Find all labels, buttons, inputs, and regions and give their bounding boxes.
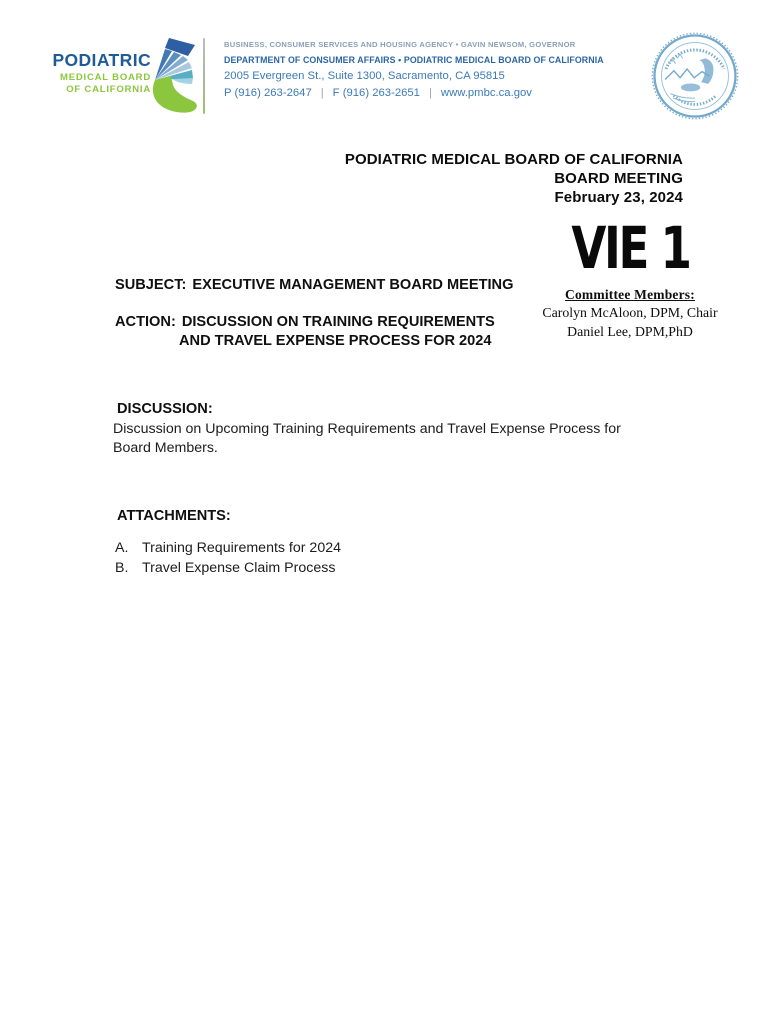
action-text-line2: AND TRAVEL EXPENSE PROCESS FOR 2024 xyxy=(179,332,492,349)
attachments-list xyxy=(115,539,341,578)
logo-subtitle-1: MEDICAL BOARD xyxy=(60,71,151,83)
contact-separator: | xyxy=(428,87,432,99)
subject-line xyxy=(115,277,513,293)
website-url: www.pmbc.ca.gov xyxy=(440,87,532,99)
attachments-heading: ATTACHMENTS: xyxy=(117,508,231,524)
meeting-title-line1: PODIATRIC MEDICAL BOARD OF CALIFORNIA xyxy=(344,151,683,168)
attachment-text: Travel Expense Claim Process xyxy=(142,559,336,576)
address-line: 2005 Evergreen St., Suite 1300, Sacramento, CA 95815 xyxy=(224,70,505,82)
attachment-text: Training Requirements for 2024 xyxy=(142,540,341,556)
department-line: DEPARTMENT OF CONSUMER AFFAIRS • PODIATRIC MEDICAL BOARD OF CALIFORNIA xyxy=(224,55,604,65)
contact-line xyxy=(224,87,644,99)
discussion-body xyxy=(113,420,673,457)
attachment-label: A. xyxy=(115,540,129,556)
meeting-date: February 23, 2024 xyxy=(554,189,683,206)
committee-members-block xyxy=(516,287,744,340)
discussion-heading: DISCUSSION: xyxy=(117,401,213,417)
agency-governor-line: BUSINESS, CONSUMER SERVICES AND HOUSING AGENCY • GAVIN NEWSOM, GOVERNOR xyxy=(224,40,576,49)
committee-member: Carolyn McAloon, DPM, Chair xyxy=(542,305,718,320)
agency-text-block xyxy=(224,40,644,99)
contact-separator: | xyxy=(320,87,324,99)
attachment-item xyxy=(115,539,341,559)
subject-label: SUBJECT: xyxy=(115,277,187,293)
discussion-text-line2: Board Members. xyxy=(113,439,218,456)
action-text-line1: DISCUSSION ON TRAINING REQUIREMENTS xyxy=(181,314,495,330)
california-state-seal-icon xyxy=(651,32,739,120)
agenda-item-stamp: VIE 1 xyxy=(571,214,690,282)
fax-number: F (916) 263-2651 xyxy=(332,87,420,99)
logo-subtitle-2: OF CALIFORNIA xyxy=(66,84,151,95)
meeting-title-line2: BOARD MEETING xyxy=(554,170,683,187)
board-logo xyxy=(50,52,151,95)
action-line1 xyxy=(115,313,495,332)
meeting-title-block xyxy=(345,150,683,207)
letterhead xyxy=(0,0,770,130)
header-divider xyxy=(203,38,205,114)
attachment-label: B. xyxy=(115,559,129,576)
discussion-text-line1: Discussion on Upcoming Training Requirements and Travel Expense Process for xyxy=(113,421,621,437)
phone-number: P (916) 263-2647 xyxy=(224,87,312,99)
committee-member: Daniel Lee, DPM,PhD xyxy=(567,323,693,339)
foot-logo-icon xyxy=(146,38,200,114)
logo-title: PODIATRIC xyxy=(52,50,151,70)
action-label: ACTION: xyxy=(115,314,176,330)
action-block xyxy=(115,313,495,350)
subject-text: EXECUTIVE MANAGEMENT BOARD MEETING xyxy=(192,277,514,293)
committee-heading: Committee Members: xyxy=(565,287,695,302)
attachment-item xyxy=(115,559,341,579)
